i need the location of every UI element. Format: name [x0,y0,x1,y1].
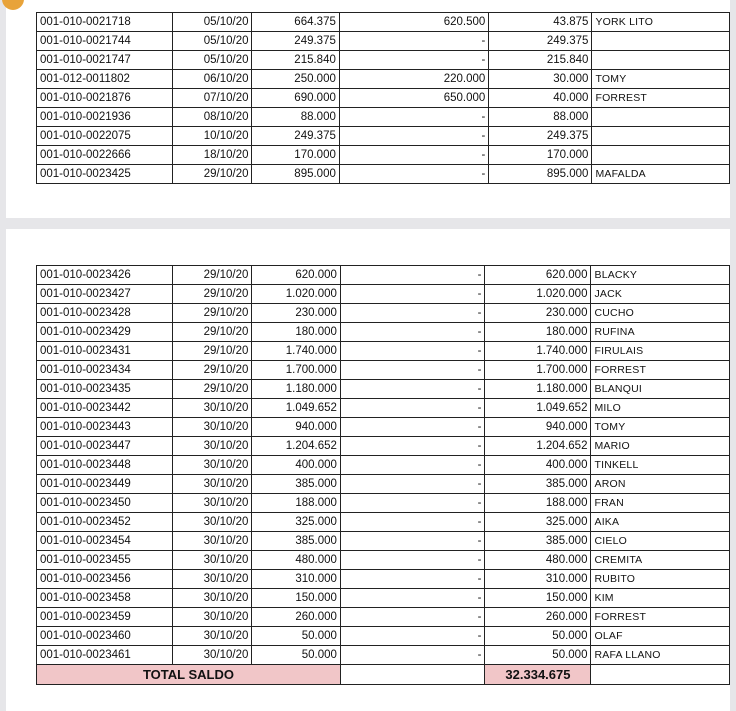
client-name-cell [592,51,730,70]
invoice-amount-cell: 188.000 [252,494,341,513]
payment-amount-cell: - [340,551,485,570]
payment-amount-cell: - [340,418,485,437]
client-name-cell: AIKA [591,513,730,532]
invoice-date-cell: 30/10/20 [173,399,252,418]
invoice-number-cell: 001-010-0021876 [37,89,173,108]
table-row [37,70,730,89]
sheet-page-bottom [6,229,730,711]
table-row [37,127,730,146]
invoice-amount-cell: 249.375 [252,32,339,51]
invoice-amount-cell: 230.000 [252,304,341,323]
invoice-amount-cell: 895.000 [252,165,339,184]
table-row [37,165,730,184]
invoice-amount-cell: 249.375 [252,127,339,146]
invoice-date-cell: 30/10/20 [173,513,252,532]
client-name-cell: RAFA LLANO [591,646,730,665]
invoice-amount-cell: 1.740.000 [252,342,341,361]
invoice-number-cell: 001-010-0023450 [37,494,173,513]
payment-amount-cell: - [340,589,485,608]
client-name-cell: FORREST [591,608,730,627]
invoice-amount-cell: 400.000 [252,456,341,475]
invoice-amount-cell: 940.000 [252,418,341,437]
client-name-cell: YORK LITO [592,13,730,32]
invoice-number-cell: 001-010-0022666 [37,146,173,165]
client-name-cell: FORREST [592,89,730,108]
table-row [37,108,730,127]
invoice-number-cell: 001-010-0023435 [37,380,173,399]
balance-cell: 30.000 [489,70,592,89]
client-name-cell: CREMITA [591,551,730,570]
client-name-cell: MILO [591,399,730,418]
payment-amount-cell: - [340,513,485,532]
balance-cell: 50.000 [485,646,591,665]
balance-cell: 249.375 [489,127,592,146]
payment-amount-cell: - [340,342,485,361]
client-name-cell [592,127,730,146]
table-row [37,89,730,108]
invoice-number-cell: 001-010-0023434 [37,361,173,380]
invoice-number-cell: 001-010-0021718 [37,13,173,32]
invoice-number-cell: 001-010-0023447 [37,437,173,456]
balance-cell: 1.700.000 [485,361,591,380]
payment-amount-cell: - [340,399,485,418]
invoice-number-cell: 001-010-0023431 [37,342,173,361]
balance-cell: 1.049.652 [485,399,591,418]
balance-cell: 170.000 [489,146,592,165]
invoice-number-cell: 001-010-0021747 [37,51,173,70]
payment-amount-cell: - [340,323,485,342]
client-name-cell: ARON [591,475,730,494]
client-name-cell: JACK [591,285,730,304]
table-row [37,51,730,70]
invoice-amount-cell: 385.000 [252,532,341,551]
client-name-cell: CUCHO [591,304,730,323]
total-row [37,665,730,685]
total-label: TOTAL SALDO [37,665,341,685]
invoice-number-cell: 001-010-0023455 [37,551,173,570]
table-row [37,418,730,437]
invoice-date-cell: 30/10/20 [173,627,252,646]
invoice-table-top [36,12,730,184]
balance-cell: 88.000 [489,108,592,127]
client-name-cell [592,108,730,127]
invoice-table-top-body [37,13,730,184]
invoice-number-cell: 001-010-0023443 [37,418,173,437]
invoice-date-cell: 29/10/20 [173,285,252,304]
balance-cell: 940.000 [485,418,591,437]
invoice-number-cell: 001-010-0023458 [37,589,173,608]
invoice-date-cell: 29/10/20 [173,165,252,184]
invoice-number-cell: 001-010-0023428 [37,304,173,323]
balance-cell: 1.740.000 [485,342,591,361]
invoice-number-cell: 001-010-0023449 [37,475,173,494]
invoice-amount-cell: 1.020.000 [252,285,341,304]
payment-amount-cell: - [340,475,485,494]
table-row [37,266,730,285]
invoice-number-cell: 001-010-0023454 [37,532,173,551]
payment-amount-cell: - [339,165,488,184]
total-name-cell [591,665,730,685]
balance-cell: 50.000 [485,627,591,646]
table-row [37,380,730,399]
invoice-number-cell: 001-010-0023460 [37,627,173,646]
invoice-date-cell: 10/10/20 [173,127,252,146]
invoice-table-bottom [36,265,730,685]
payment-amount-cell: - [340,570,485,589]
table-row [37,627,730,646]
invoice-date-cell: 30/10/20 [173,551,252,570]
client-name-cell: FIRULAIS [591,342,730,361]
table-row [37,608,730,627]
client-name-cell: CIELO [591,532,730,551]
invoice-date-cell: 30/10/20 [173,646,252,665]
payment-amount-cell: - [339,108,488,127]
invoice-date-cell: 29/10/20 [173,342,252,361]
table-row [37,323,730,342]
table-row [37,32,730,51]
client-name-cell: KIM [591,589,730,608]
table-row [37,361,730,380]
table-row [37,570,730,589]
invoice-date-cell: 05/10/20 [173,32,252,51]
balance-cell: 385.000 [485,475,591,494]
balance-cell: 620.000 [485,266,591,285]
client-name-cell: TINKELL [591,456,730,475]
invoice-amount-cell: 1.180.000 [252,380,341,399]
client-name-cell: TOMY [591,418,730,437]
invoice-amount-cell: 1.204.652 [252,437,341,456]
invoice-date-cell: 29/10/20 [173,304,252,323]
payment-amount-cell: - [340,285,485,304]
client-name-cell: OLAF [591,627,730,646]
invoice-date-cell: 30/10/20 [173,532,252,551]
client-name-cell [592,146,730,165]
invoice-number-cell: 001-010-0023461 [37,646,173,665]
total-value: 32.334.675 [485,665,591,685]
invoice-number-cell: 001-010-0023429 [37,323,173,342]
invoice-amount-cell: 1.700.000 [252,361,341,380]
balance-cell: 40.000 [489,89,592,108]
invoice-date-cell: 29/10/20 [173,323,252,342]
invoice-number-cell: 001-010-0023459 [37,608,173,627]
invoice-date-cell: 30/10/20 [173,608,252,627]
invoice-number-cell: 001-010-0022075 [37,127,173,146]
payment-amount-cell: - [340,437,485,456]
table-row [37,456,730,475]
invoice-amount-cell: 385.000 [252,475,341,494]
invoice-amount-cell: 480.000 [252,551,341,570]
balance-cell: 895.000 [489,165,592,184]
invoice-amount-cell: 620.000 [252,266,341,285]
invoice-amount-cell: 50.000 [252,646,341,665]
balance-cell: 43.875 [489,13,592,32]
payment-amount-cell: - [340,646,485,665]
table-row [37,342,730,361]
balance-cell: 180.000 [485,323,591,342]
balance-cell: 230.000 [485,304,591,323]
client-name-cell: BLANQUI [591,380,730,399]
invoice-date-cell: 30/10/20 [173,589,252,608]
invoice-amount-cell: 260.000 [252,608,341,627]
table-row [37,13,730,32]
client-name-cell: BLACKY [591,266,730,285]
invoice-amount-cell: 88.000 [252,108,339,127]
invoice-date-cell: 30/10/20 [173,494,252,513]
invoice-amount-cell: 325.000 [252,513,341,532]
balance-cell: 249.375 [489,32,592,51]
table-row [37,399,730,418]
client-name-cell [592,32,730,51]
table-row [37,304,730,323]
table-row [37,532,730,551]
table-row [37,589,730,608]
client-name-cell: MARIO [591,437,730,456]
invoice-date-cell: 29/10/20 [173,361,252,380]
payment-amount-cell: - [340,361,485,380]
balance-cell: 385.000 [485,532,591,551]
invoice-date-cell: 30/10/20 [173,437,252,456]
balance-cell: 1.204.652 [485,437,591,456]
payment-amount-cell: 220.000 [339,70,488,89]
payment-amount-cell: - [340,304,485,323]
payment-amount-cell: - [340,532,485,551]
balance-cell: 215.840 [489,51,592,70]
payment-amount-cell: - [339,146,488,165]
invoice-amount-cell: 170.000 [252,146,339,165]
invoice-date-cell: 05/10/20 [173,51,252,70]
invoice-date-cell: 07/10/20 [173,89,252,108]
invoice-number-cell: 001-012-0011802 [37,70,173,89]
invoice-amount-cell: 690.000 [252,89,339,108]
invoice-number-cell: 001-010-0021744 [37,32,173,51]
table-row [37,494,730,513]
invoice-number-cell: 001-010-0023425 [37,165,173,184]
invoice-date-cell: 29/10/20 [173,266,252,285]
invoice-amount-cell: 1.049.652 [252,399,341,418]
payment-amount-cell: - [340,456,485,475]
invoice-amount-cell: 250.000 [252,70,339,89]
client-name-cell: RUFINA [591,323,730,342]
balance-cell: 150.000 [485,589,591,608]
invoice-date-cell: 06/10/20 [173,70,252,89]
invoice-date-cell: 29/10/20 [173,380,252,399]
invoice-number-cell: 001-010-0021936 [37,108,173,127]
balance-cell: 188.000 [485,494,591,513]
payment-amount-cell: - [339,127,488,146]
table-row [37,513,730,532]
client-name-cell: RUBITO [591,570,730,589]
invoice-date-cell: 05/10/20 [173,13,252,32]
payment-amount-cell: - [340,380,485,399]
invoice-amount-cell: 664.375 [252,13,339,32]
invoice-number-cell: 001-010-0023442 [37,399,173,418]
balance-cell: 1.020.000 [485,285,591,304]
table-row [37,285,730,304]
invoice-amount-cell: 150.000 [252,589,341,608]
invoice-date-cell: 08/10/20 [173,108,252,127]
invoice-date-cell: 30/10/20 [173,418,252,437]
invoice-date-cell: 30/10/20 [173,456,252,475]
payment-amount-cell: - [339,51,488,70]
payment-amount-cell: - [340,627,485,646]
invoice-number-cell: 001-010-0023452 [37,513,173,532]
total-spacer-cell [340,665,485,685]
invoice-amount-cell: 50.000 [252,627,341,646]
payment-amount-cell: - [340,608,485,627]
balance-cell: 260.000 [485,608,591,627]
client-name-cell: FRAN [591,494,730,513]
invoice-number-cell: 001-010-0023427 [37,285,173,304]
invoice-table-bottom-body [37,266,730,665]
balance-cell: 1.180.000 [485,380,591,399]
client-name-cell: MAFALDA [592,165,730,184]
table-row [37,646,730,665]
client-name-cell: FORREST [591,361,730,380]
invoice-number-cell: 001-010-0023448 [37,456,173,475]
invoice-amount-cell: 310.000 [252,570,341,589]
invoice-date-cell: 30/10/20 [173,475,252,494]
payment-amount-cell: 650.000 [339,89,488,108]
payment-amount-cell: - [340,494,485,513]
table-row [37,146,730,165]
payment-amount-cell: - [339,32,488,51]
invoice-amount-cell: 215.840 [252,51,339,70]
balance-cell: 325.000 [485,513,591,532]
invoice-amount-cell: 180.000 [252,323,341,342]
invoice-number-cell: 001-010-0023456 [37,570,173,589]
invoice-date-cell: 30/10/20 [173,570,252,589]
balance-cell: 480.000 [485,551,591,570]
payment-amount-cell: 620.500 [339,13,488,32]
balance-cell: 310.000 [485,570,591,589]
client-name-cell: TOMY [592,70,730,89]
invoice-date-cell: 18/10/20 [173,146,252,165]
table-row [37,475,730,494]
table-row [37,551,730,570]
balance-cell: 400.000 [485,456,591,475]
table-row [37,437,730,456]
app-logo-fragment-icon [2,0,24,10]
invoice-number-cell: 001-010-0023426 [37,266,173,285]
payment-amount-cell: - [340,266,485,285]
sheet-page-top [6,0,730,218]
